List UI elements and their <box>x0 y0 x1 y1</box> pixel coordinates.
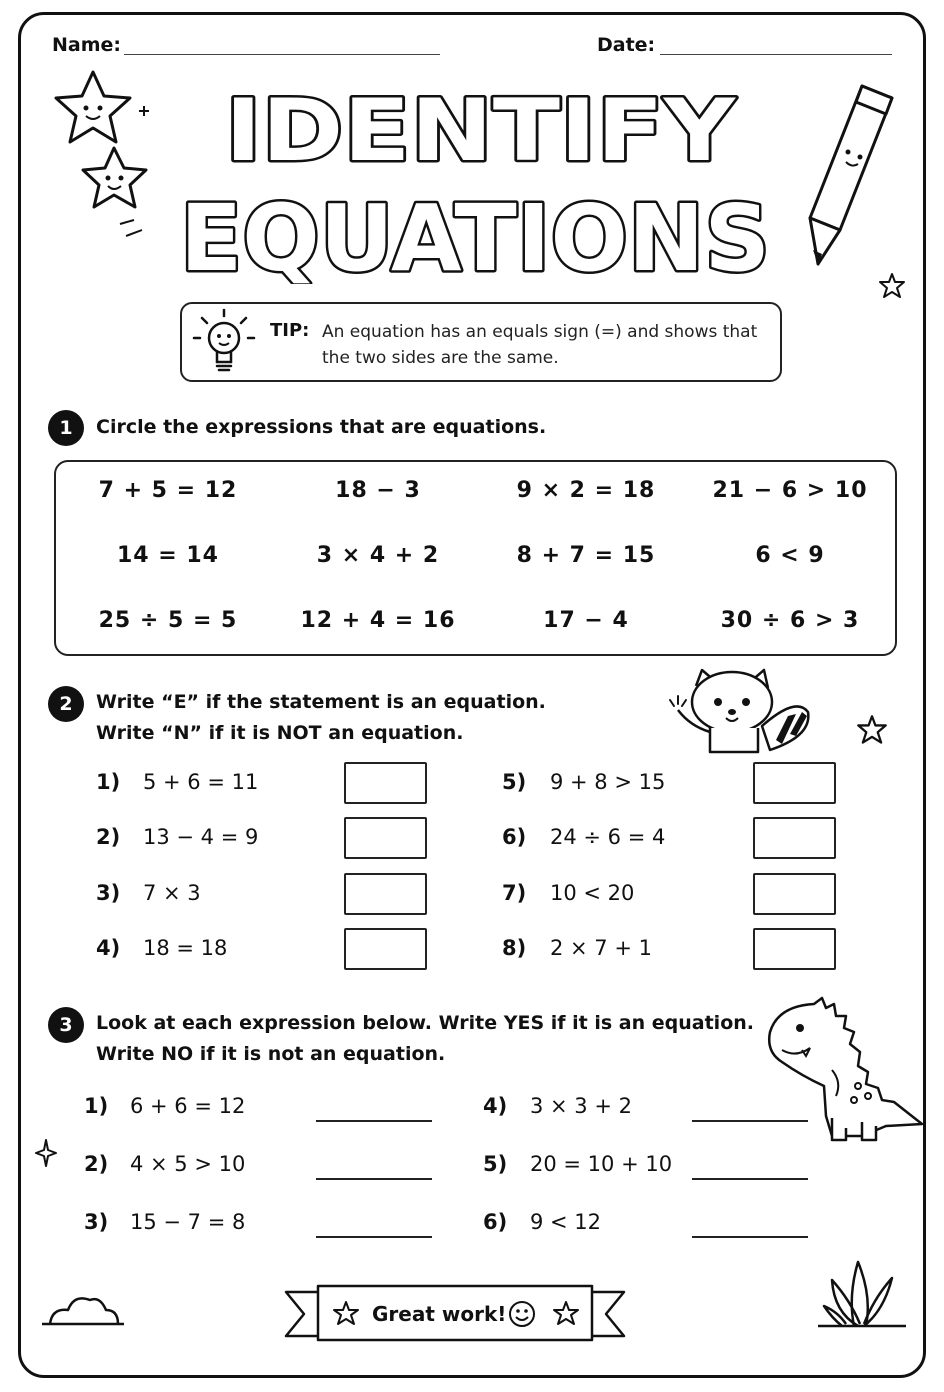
question-number: 7) <box>502 881 527 905</box>
question-number: 4) <box>96 936 121 960</box>
question-number: 2) <box>84 1152 109 1176</box>
question-number: 4) <box>483 1094 508 1118</box>
section-2-instruction-line-1: Write “E” if the statement is an equation. <box>96 691 546 713</box>
question-expression: 18 = 18 <box>143 936 228 960</box>
circle-option[interactable]: 8 + 7 = 15 <box>516 543 656 568</box>
circle-option[interactable]: 21 − 6 > 10 <box>712 478 868 503</box>
question-expression: 15 − 7 = 8 <box>130 1210 246 1234</box>
question-number: 6) <box>502 825 527 849</box>
section-2-number: 2 <box>48 686 84 722</box>
question-expression: 3 × 3 + 2 <box>530 1094 632 1118</box>
section-3-instruction-line-2: Write NO if it is not an equation. <box>96 1043 446 1065</box>
question-expression: 2 × 7 + 1 <box>550 936 652 960</box>
section-1-instruction: Circle the expressions that are equations. <box>96 416 547 438</box>
question-expression: 4 × 5 > 10 <box>130 1152 246 1176</box>
cloud-icon <box>38 1290 128 1330</box>
circle-option[interactable]: 9 × 2 = 18 <box>516 478 656 503</box>
question-expression: 7 × 3 <box>143 881 201 905</box>
question-expression: 9 + 8 > 15 <box>550 770 666 794</box>
name-label: Name: <box>52 34 122 56</box>
question-number: 6) <box>483 1210 508 1234</box>
section-3-instruction-line-1: Look at each expression below. Write YES if it is an equation. <box>96 1012 754 1034</box>
section-2-instruction-line-2: Write “N” if it is NOT an equation. <box>96 722 464 744</box>
circle-option[interactable]: 12 + 4 = 16 <box>300 608 456 633</box>
tip-label: TIP: <box>270 320 310 341</box>
title-line-2: EQUATIONS <box>180 185 770 284</box>
section-1-number: 1 <box>48 410 84 446</box>
answer-line[interactable] <box>316 1236 432 1238</box>
answer-box[interactable] <box>753 817 836 859</box>
circle-option[interactable]: 14 = 14 <box>117 543 219 568</box>
star-outline-icon <box>856 714 888 746</box>
raccoon-icon <box>666 666 816 756</box>
sparkle-icon <box>34 1138 58 1168</box>
answer-box[interactable] <box>344 873 427 915</box>
answer-box[interactable] <box>344 928 427 970</box>
answer-line[interactable] <box>316 1178 432 1180</box>
page-title <box>170 74 790 284</box>
answer-line[interactable] <box>316 1120 432 1122</box>
circle-option[interactable]: 6 < 9 <box>755 543 825 568</box>
answer-box[interactable] <box>344 762 427 804</box>
section-3-number: 3 <box>48 1007 84 1043</box>
section-3-instruction <box>96 1008 754 1070</box>
dinosaur-icon <box>762 996 928 1146</box>
question-number: 5) <box>502 770 527 794</box>
answer-box[interactable] <box>344 817 427 859</box>
pencil-face-icon <box>800 80 910 270</box>
name-field[interactable] <box>124 54 440 55</box>
answer-box[interactable] <box>753 762 836 804</box>
circle-option[interactable]: 30 ÷ 6 > 3 <box>720 608 860 633</box>
banner-text: Great work! <box>372 1302 507 1326</box>
lightbulb-icon <box>190 306 260 380</box>
circle-option[interactable]: 7 + 5 = 12 <box>98 478 238 503</box>
question-expression: 13 − 4 = 9 <box>143 825 259 849</box>
date-field[interactable] <box>660 54 892 55</box>
star-outline-icon <box>878 272 906 300</box>
title-line-1: IDENTIFY <box>225 81 737 181</box>
question-number: 3) <box>84 1210 109 1234</box>
question-number: 2) <box>96 825 121 849</box>
question-expression: 9 < 12 <box>530 1210 602 1234</box>
question-expression: 6 + 6 = 12 <box>130 1094 246 1118</box>
question-number: 3) <box>96 881 121 905</box>
question-number: 1) <box>96 770 121 794</box>
tip-text: An equation has an equals sign (=) and shows that the two sides are the same. <box>322 322 758 368</box>
circle-option[interactable]: 3 × 4 + 2 <box>316 543 440 568</box>
star-face-icon <box>48 66 158 256</box>
question-expression: 20 = 10 + 10 <box>530 1152 673 1176</box>
question-expression: 24 ÷ 6 = 4 <box>550 825 666 849</box>
circle-option[interactable]: 17 − 4 <box>543 608 629 633</box>
question-expression: 5 + 6 = 11 <box>143 770 259 794</box>
question-expression: 10 < 20 <box>550 881 635 905</box>
question-number: 8) <box>502 936 527 960</box>
question-number: 5) <box>483 1152 508 1176</box>
question-number: 1) <box>84 1094 109 1118</box>
circle-option[interactable]: 25 ÷ 5 = 5 <box>98 608 238 633</box>
plant-icon <box>814 1256 910 1332</box>
answer-line[interactable] <box>692 1236 808 1238</box>
section-2-instruction <box>96 687 546 749</box>
answer-line[interactable] <box>692 1178 808 1180</box>
answer-box[interactable] <box>753 873 836 915</box>
date-label: Date: <box>597 34 656 56</box>
circle-option[interactable]: 18 − 3 <box>335 478 421 503</box>
answer-box[interactable] <box>753 928 836 970</box>
